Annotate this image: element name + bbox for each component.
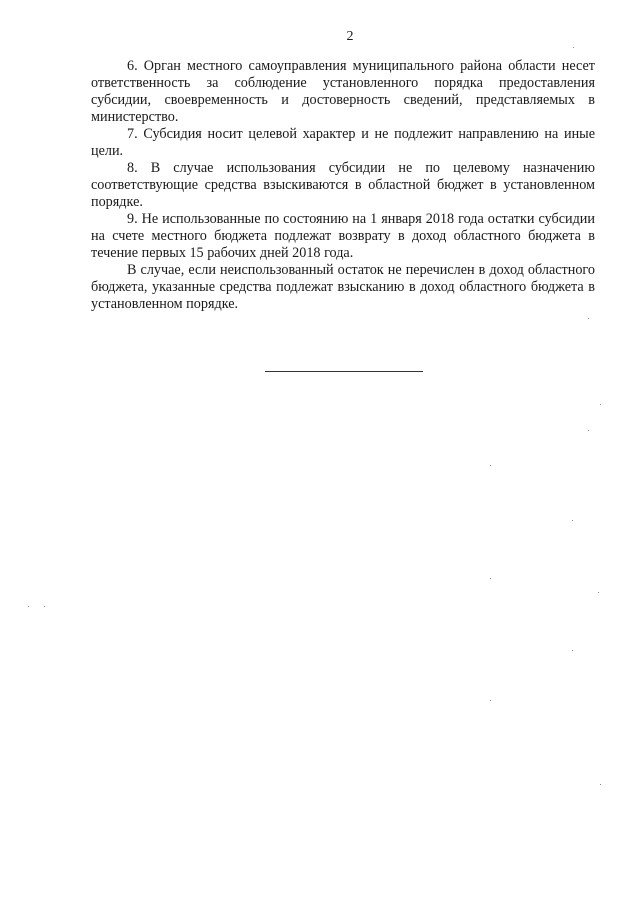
document-body	[91, 58, 595, 313]
paragraph-remainder-clause: В случае, если неиспользованный остаток не перечислен в доход областного бюджета, указанные средства подлежат взысканию в доход областного бюджета в установленном порядке.	[91, 262, 595, 312]
scan-speck	[600, 404, 601, 405]
paragraph-9: 9. Не использованные по состоянию на 1 января 2018 года остатки субсидии на счете местного бюджета подлежат возврату в доход областного бюджета в течение первых 15 рабочих дней 2018 года.	[91, 211, 595, 261]
scan-speck	[490, 700, 491, 701]
paragraph-8: 8. В случае использования субсидии не по целевому назначению соответствующие средства взыскиваются в областной бюджет в установленном порядке.	[91, 160, 595, 210]
paragraph-7: 7. Субсидия носит целевой характер и не подлежит направлению на иные цели.	[91, 126, 595, 159]
scan-speck	[572, 520, 573, 521]
scan-speck	[490, 465, 491, 466]
paragraph-6: 6. Орган местного самоуправления муниципального района области несет ответственность за соблюдение установленного порядка предоставления субсидии, своевременность и достоверность сведений, представляемых в министерство.	[91, 58, 595, 125]
end-of-text-rule	[265, 371, 423, 372]
scan-speck	[28, 606, 29, 607]
scan-speck	[598, 592, 599, 593]
scan-speck	[588, 430, 589, 431]
scan-speck	[573, 47, 574, 48]
scan-speck	[572, 650, 573, 651]
page-number: 2	[346, 29, 354, 44]
scan-speck	[490, 578, 491, 579]
scan-speck	[600, 784, 601, 785]
scan-speck	[588, 318, 589, 319]
scan-speck	[44, 606, 45, 607]
